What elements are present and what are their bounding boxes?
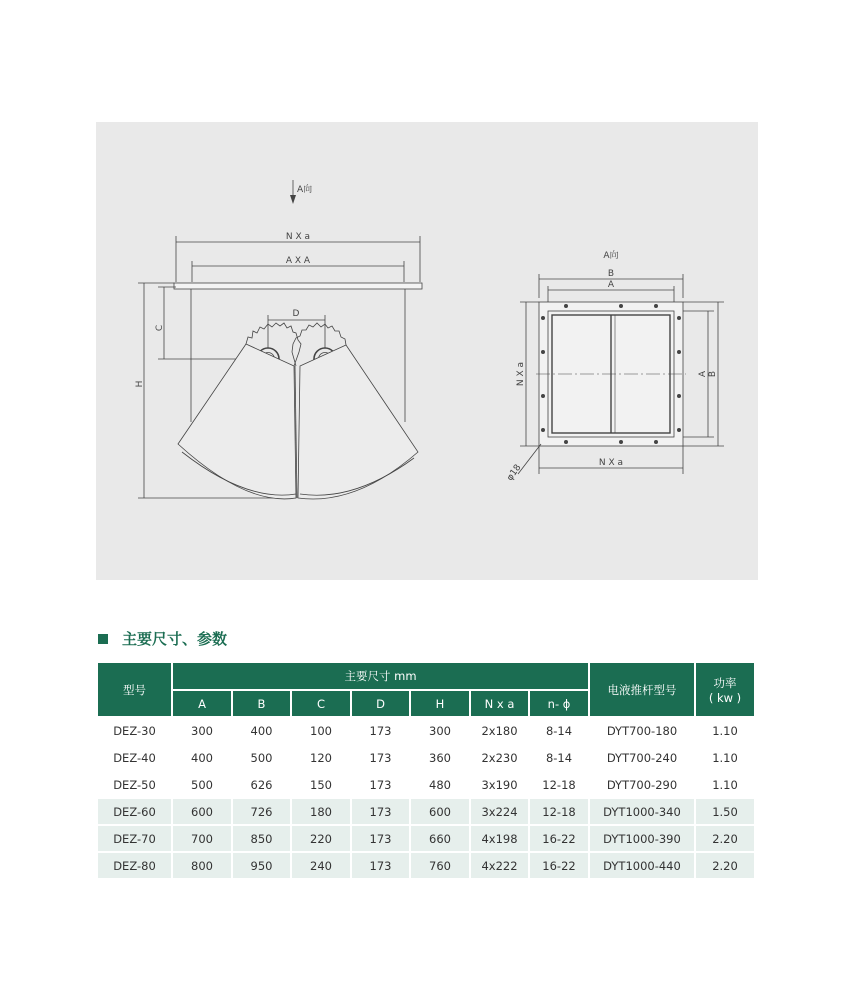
dim-axa-label: A X A <box>285 256 311 266</box>
cell-model: DEZ-70 <box>98 826 171 851</box>
cell-b: 950 <box>233 853 290 878</box>
cell-h: 760 <box>411 853 469 878</box>
cell-n-phi: 12-18 <box>530 799 588 824</box>
cell-nxa: 4x222 <box>471 853 528 878</box>
table-row <box>98 745 754 770</box>
table-row <box>98 826 754 851</box>
direction-a-label: A向 <box>297 185 313 195</box>
cell-power: 2.20 <box>696 826 754 851</box>
table-row <box>98 772 754 797</box>
cell-model: DEZ-40 <box>98 745 171 770</box>
cell-pusher-model: DYT700-240 <box>590 745 694 770</box>
cell-power: 2.20 <box>696 853 754 878</box>
cell-nxa: 2x230 <box>471 745 528 770</box>
cell-pusher-model: DYT700-290 <box>590 772 694 797</box>
cell-n-phi: 8-14 <box>530 745 588 770</box>
header-main-dims: 主要尺寸 mm <box>173 663 588 689</box>
cell-nxa: 2x180 <box>471 718 528 743</box>
table-row <box>98 799 754 824</box>
header-n-phi: n- ϕ <box>530 691 588 716</box>
cell-c: 240 <box>292 853 350 878</box>
cell-h: 300 <box>411 718 469 743</box>
cell-model: DEZ-30 <box>98 718 171 743</box>
dim-d-label: D <box>292 309 300 319</box>
cell-b: 850 <box>233 826 290 851</box>
cell-model: DEZ-80 <box>98 853 171 878</box>
cell-c: 120 <box>292 745 350 770</box>
cell-b: 726 <box>233 799 290 824</box>
cell-c: 180 <box>292 799 350 824</box>
cell-power: 1.10 <box>696 772 754 797</box>
cell-a: 400 <box>173 745 231 770</box>
a-view-dim-b-top: B <box>607 269 615 279</box>
cell-c: 220 <box>292 826 350 851</box>
a-view-dim-a-right: A <box>698 370 708 378</box>
cell-b: 626 <box>233 772 290 797</box>
cell-a: 800 <box>173 853 231 878</box>
cell-a: 600 <box>173 799 231 824</box>
header-power-line1: 功率 <box>713 675 737 690</box>
cell-d: 173 <box>352 853 409 878</box>
section-title-text: 主要尺寸、参数 <box>122 630 228 648</box>
cell-n-phi: 16-22 <box>530 826 588 851</box>
header-power <box>696 663 754 716</box>
cell-pusher-model: DYT1000-340 <box>590 799 694 824</box>
technical-drawing-panel <box>96 122 758 580</box>
cell-pusher-model: DYT1000-390 <box>590 826 694 851</box>
cell-nxa: 4x198 <box>471 826 528 851</box>
table-row <box>98 718 754 743</box>
cell-n-phi: 8-14 <box>530 718 588 743</box>
section-heading <box>98 628 227 649</box>
header-power-line2: ( kw ) <box>708 690 742 705</box>
cell-n-phi: 16-22 <box>530 853 588 878</box>
a-view-title: A向 <box>603 251 619 261</box>
header-model: 型号 <box>98 663 171 716</box>
cell-n-phi: 12-18 <box>530 772 588 797</box>
cell-a: 300 <box>173 718 231 743</box>
cell-a: 700 <box>173 826 231 851</box>
cell-pusher-model: DYT700-180 <box>590 718 694 743</box>
side-view-drawing <box>138 180 422 499</box>
spec-table-body <box>98 718 754 878</box>
cell-d: 173 <box>352 826 409 851</box>
cell-a: 500 <box>173 772 231 797</box>
cell-c: 150 <box>292 772 350 797</box>
header-nxa: N x a <box>471 691 528 716</box>
cell-power: 1.50 <box>696 799 754 824</box>
cell-h: 480 <box>411 772 469 797</box>
cell-d: 173 <box>352 772 409 797</box>
cell-d: 173 <box>352 799 409 824</box>
cell-h: 600 <box>411 799 469 824</box>
header-h: H <box>411 691 469 716</box>
a-view-dim-hole: φ18 <box>505 462 524 483</box>
header-d: D <box>352 691 409 716</box>
header-b: B <box>233 691 290 716</box>
a-view-dim-nxa-left: N X a <box>516 361 526 387</box>
header-pusher-model: 电液推杆型号 <box>590 663 694 716</box>
cell-power: 1.10 <box>696 718 754 743</box>
cell-d: 173 <box>352 718 409 743</box>
dim-h-label: H <box>135 380 145 388</box>
cell-nxa: 3x190 <box>471 772 528 797</box>
table-row <box>98 853 754 878</box>
header-a: A <box>173 691 231 716</box>
a-view-dim-nxa-bottom: N X a <box>598 458 624 468</box>
cell-c: 100 <box>292 718 350 743</box>
a-view-dim-b-right: B <box>708 370 718 378</box>
header-c: C <box>292 691 350 716</box>
cell-nxa: 3x224 <box>471 799 528 824</box>
cell-b: 400 <box>233 718 290 743</box>
cell-b: 500 <box>233 745 290 770</box>
spec-table-header <box>98 663 754 716</box>
cell-model: DEZ-60 <box>98 799 171 824</box>
dim-nxa-label: N X a <box>285 232 311 242</box>
cell-d: 173 <box>352 745 409 770</box>
technical-drawing <box>96 122 758 580</box>
cell-model: DEZ-50 <box>98 772 171 797</box>
cell-power: 1.10 <box>696 745 754 770</box>
section-bullet <box>98 634 108 644</box>
cell-h: 360 <box>411 745 469 770</box>
a-view-dim-a-top: A <box>607 280 615 290</box>
dim-c-label: C <box>155 324 165 332</box>
cell-pusher-model: DYT1000-440 <box>590 853 694 878</box>
cell-h: 660 <box>411 826 469 851</box>
spec-table <box>96 661 756 880</box>
